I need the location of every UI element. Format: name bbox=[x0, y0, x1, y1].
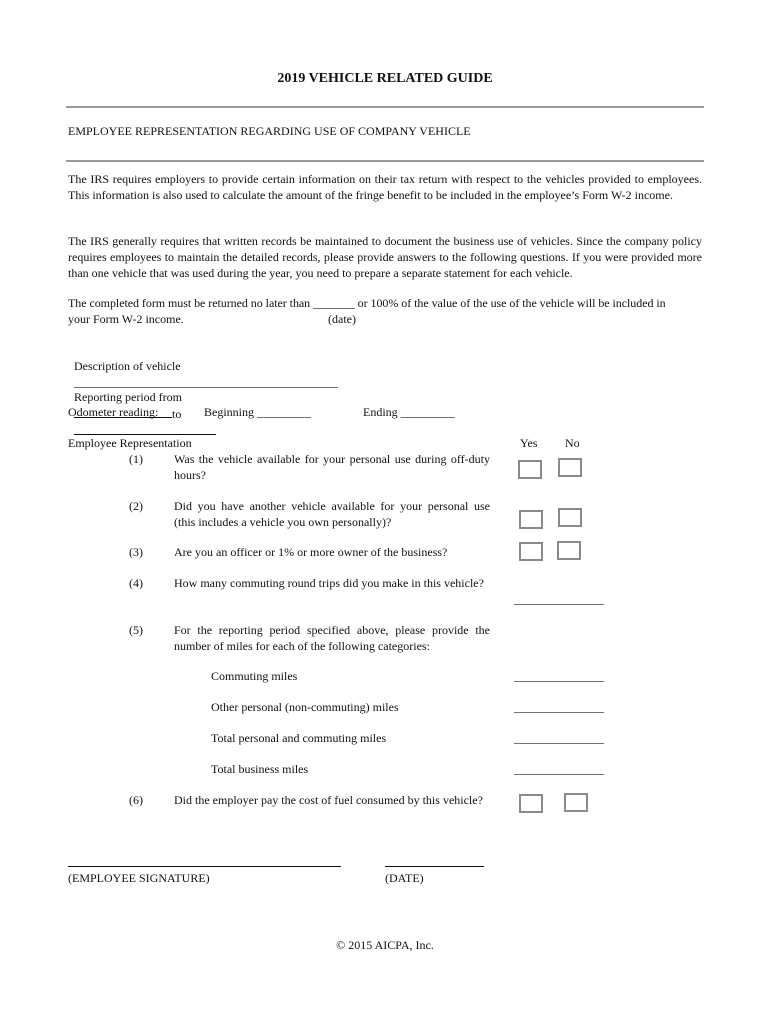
employee-signature-line[interactable] bbox=[68, 866, 341, 867]
total-business-miles-field[interactable]: _______________ bbox=[514, 762, 604, 776]
signature-date-label: (DATE) bbox=[385, 871, 424, 885]
total-personal-commuting-miles-field[interactable]: _______________ bbox=[514, 731, 604, 745]
subtitle-divider bbox=[66, 160, 704, 162]
question-3-text: Are you an officer or 1% or more owner of the business? bbox=[174, 545, 448, 559]
question-2-no-checkbox[interactable] bbox=[558, 508, 582, 527]
total-personal-commuting-miles-label: Total personal and commuting miles bbox=[211, 731, 387, 745]
commuting-miles-field[interactable]: _______________ bbox=[514, 669, 604, 683]
question-6-no-checkbox[interactable] bbox=[564, 793, 588, 812]
question-1-no-checkbox[interactable] bbox=[558, 458, 582, 477]
question-4-number: (4) bbox=[129, 576, 143, 590]
title-divider bbox=[66, 106, 704, 108]
other-personal-miles-field[interactable]: _______________ bbox=[514, 700, 604, 714]
question-6-text: Did the employer pay the cost of fuel consumed by this vehicle? bbox=[174, 793, 483, 807]
question-6-yes-checkbox[interactable] bbox=[519, 794, 543, 813]
question-5-number: (5) bbox=[129, 623, 143, 637]
total-business-miles-label: Total business miles bbox=[211, 762, 309, 776]
intro-paragraph-2: The IRS generally requires that written records be maintained to document the business use of vehicles. Since the company policy requires employees to maintain the detailed records, please provide answers to the following questions. If you were provided more than one vehicle that was used during the year, you need to prepare a separate statement for each vehicle. bbox=[68, 234, 702, 280]
question-3-number: (3) bbox=[129, 545, 143, 559]
form-subtitle: EMPLOYEE REPRESENTATION REGARDING USE OF COMPANY VEHICLE bbox=[68, 124, 471, 138]
question-3-yes-checkbox[interactable] bbox=[519, 542, 543, 561]
question-1-number: (1) bbox=[129, 452, 143, 466]
vehicle-description-field[interactable]: ____________________________________________ bbox=[74, 375, 338, 389]
reporting-period-to-field[interactable] bbox=[74, 422, 216, 435]
odometer-label: Odometer reading: bbox=[68, 405, 159, 419]
question-6-number: (6) bbox=[129, 793, 143, 807]
question-1-text: Was the vehicle available for your personal use during off-duty hours? bbox=[174, 452, 490, 482]
yes-column-header: Yes bbox=[520, 436, 538, 450]
odometer-ending-field[interactable]: Ending _________ bbox=[363, 405, 455, 419]
reporting-period-label: Reporting period from bbox=[74, 390, 182, 404]
vehicle-description-label: Description of vehicle bbox=[74, 359, 181, 373]
question-2-text: Did you have another vehicle available for your personal use (this includes a vehicle you own personally)? bbox=[174, 499, 490, 529]
question-2-yes-checkbox[interactable] bbox=[519, 510, 543, 529]
deadline-line-1: The completed form must be returned no later than _______ or 100% of the value of the use of the vehicle will be included in bbox=[68, 296, 666, 310]
intro-paragraph-1: The IRS requires employers to provide certain information on their tax return with respect to the vehicles provided to employees. This information is also used to calculate the amount of the fringe benefit to be included in the employee’s Form W-2 income. bbox=[68, 172, 702, 202]
odometer-beginning-field[interactable]: Beginning _________ bbox=[204, 405, 311, 419]
deadline-date-label: (date) bbox=[328, 312, 356, 326]
copyright-footer: © 2015 AICPA, Inc. bbox=[336, 938, 434, 952]
no-column-header: No bbox=[565, 436, 580, 450]
representation-heading: Employee Representation bbox=[68, 436, 192, 450]
question-2-number: (2) bbox=[129, 499, 143, 513]
question-4-answer-field[interactable]: _______________ bbox=[514, 592, 604, 606]
commuting-miles-label: Commuting miles bbox=[211, 669, 298, 683]
reporting-period-to-label: to bbox=[172, 407, 182, 421]
question-3-no-checkbox[interactable] bbox=[557, 541, 581, 560]
other-personal-miles-label: Other personal (non-commuting) miles bbox=[211, 700, 399, 714]
page-title: 2019 VEHICLE RELATED GUIDE bbox=[277, 71, 493, 86]
signature-date-line[interactable] bbox=[385, 866, 484, 867]
employee-signature-label: (EMPLOYEE SIGNATURE) bbox=[68, 871, 210, 885]
question-5-text: For the reporting period specified above, please provide the number of miles for each of the following categories: bbox=[174, 623, 490, 653]
question-4-text: How many commuting round trips did you make in this vehicle? bbox=[174, 576, 484, 590]
deadline-line-2: your Form W-2 income. bbox=[68, 312, 184, 326]
question-1-yes-checkbox[interactable] bbox=[518, 460, 542, 479]
